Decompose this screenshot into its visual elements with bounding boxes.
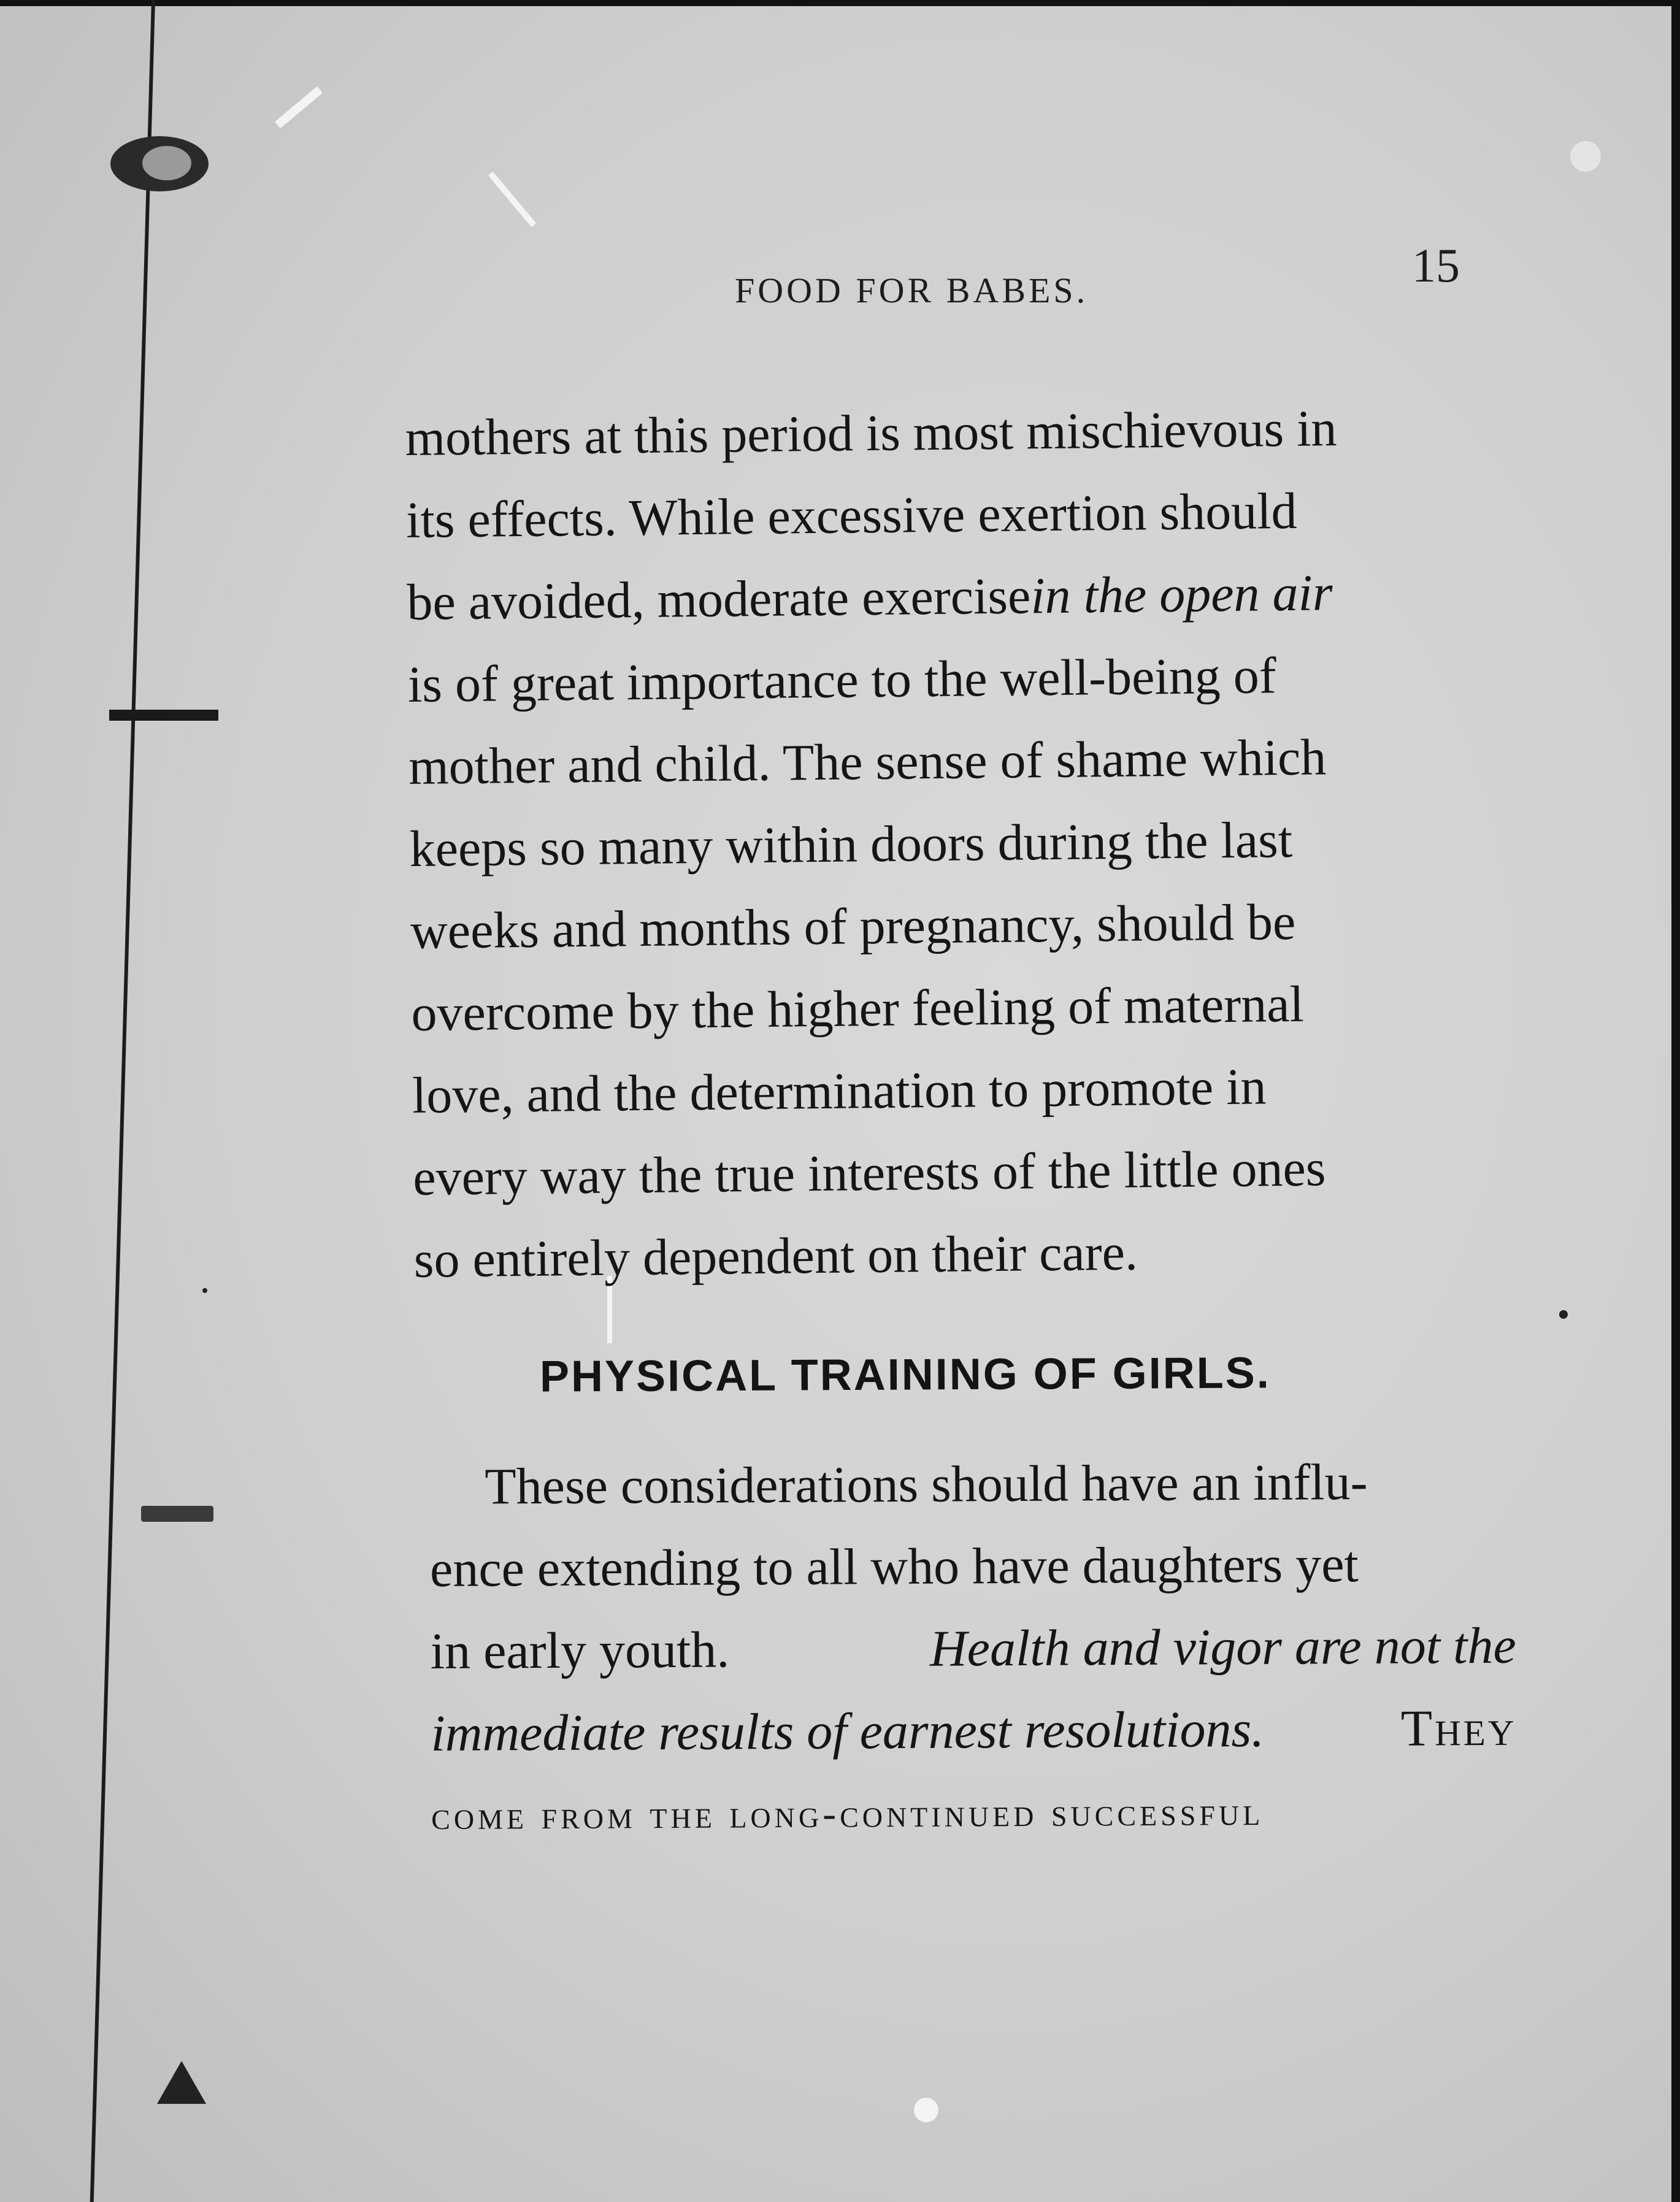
dust-speck bbox=[914, 2098, 938, 2122]
dust-speck bbox=[488, 172, 536, 228]
section-heading: PHYSICAL TRAINING OF GIRLS. bbox=[539, 1348, 1271, 1402]
dust-speck bbox=[1559, 1310, 1568, 1319]
text-line: love, and the determination to promote in bbox=[412, 1058, 1267, 1124]
text-line: mother and child. The sense of shame which bbox=[408, 729, 1327, 796]
text-line: ence extending to all who have daughters yet bbox=[429, 1536, 1359, 1598]
text-line: is of great importance to the well-being of bbox=[407, 647, 1277, 713]
text-line: immediate results of earnest resolutions. They bbox=[431, 1699, 1517, 1762]
text-line: keeps so many within doors during the last bbox=[409, 811, 1293, 878]
dust-speck bbox=[1570, 141, 1601, 172]
binding-knot bbox=[157, 2061, 206, 2104]
binding-knot bbox=[110, 136, 209, 191]
paragraph-continued bbox=[405, 386, 1494, 1302]
dust-speck bbox=[275, 86, 323, 129]
text-line: These considerations should have an influ- bbox=[485, 1453, 1368, 1516]
text-line: its effects. While excessive exertion should bbox=[405, 482, 1298, 549]
binding-thread bbox=[90, 0, 155, 2202]
binding-stitch bbox=[141, 1506, 213, 1522]
text-line: in early youth. Health and vigor are not the bbox=[430, 1617, 1516, 1680]
text-line: mothers at this period is most mischievous in bbox=[405, 400, 1337, 467]
top-edge-shadow bbox=[0, 0, 1680, 6]
right-edge-shadow bbox=[1671, 0, 1680, 2202]
paragraph-section bbox=[429, 1442, 1517, 1859]
text-line: come from the long-continued successful bbox=[431, 1789, 1264, 1838]
text-line: overcome by the higher feeling of maternal bbox=[411, 975, 1305, 1042]
page-number: 15 bbox=[1412, 239, 1460, 292]
text-line: weeks and months of pregnancy, should be bbox=[410, 893, 1296, 960]
dust-speck bbox=[202, 1288, 207, 1293]
binding-stitch bbox=[109, 710, 218, 721]
text-line: so entirely dependent on their care. bbox=[413, 1224, 1138, 1289]
text-line: every way the true interests of the little ones bbox=[412, 1140, 1326, 1206]
text-line: be avoided, moderate exercisein the open air bbox=[407, 564, 1333, 631]
running-head: FOOD FOR BABES. bbox=[735, 270, 1089, 310]
